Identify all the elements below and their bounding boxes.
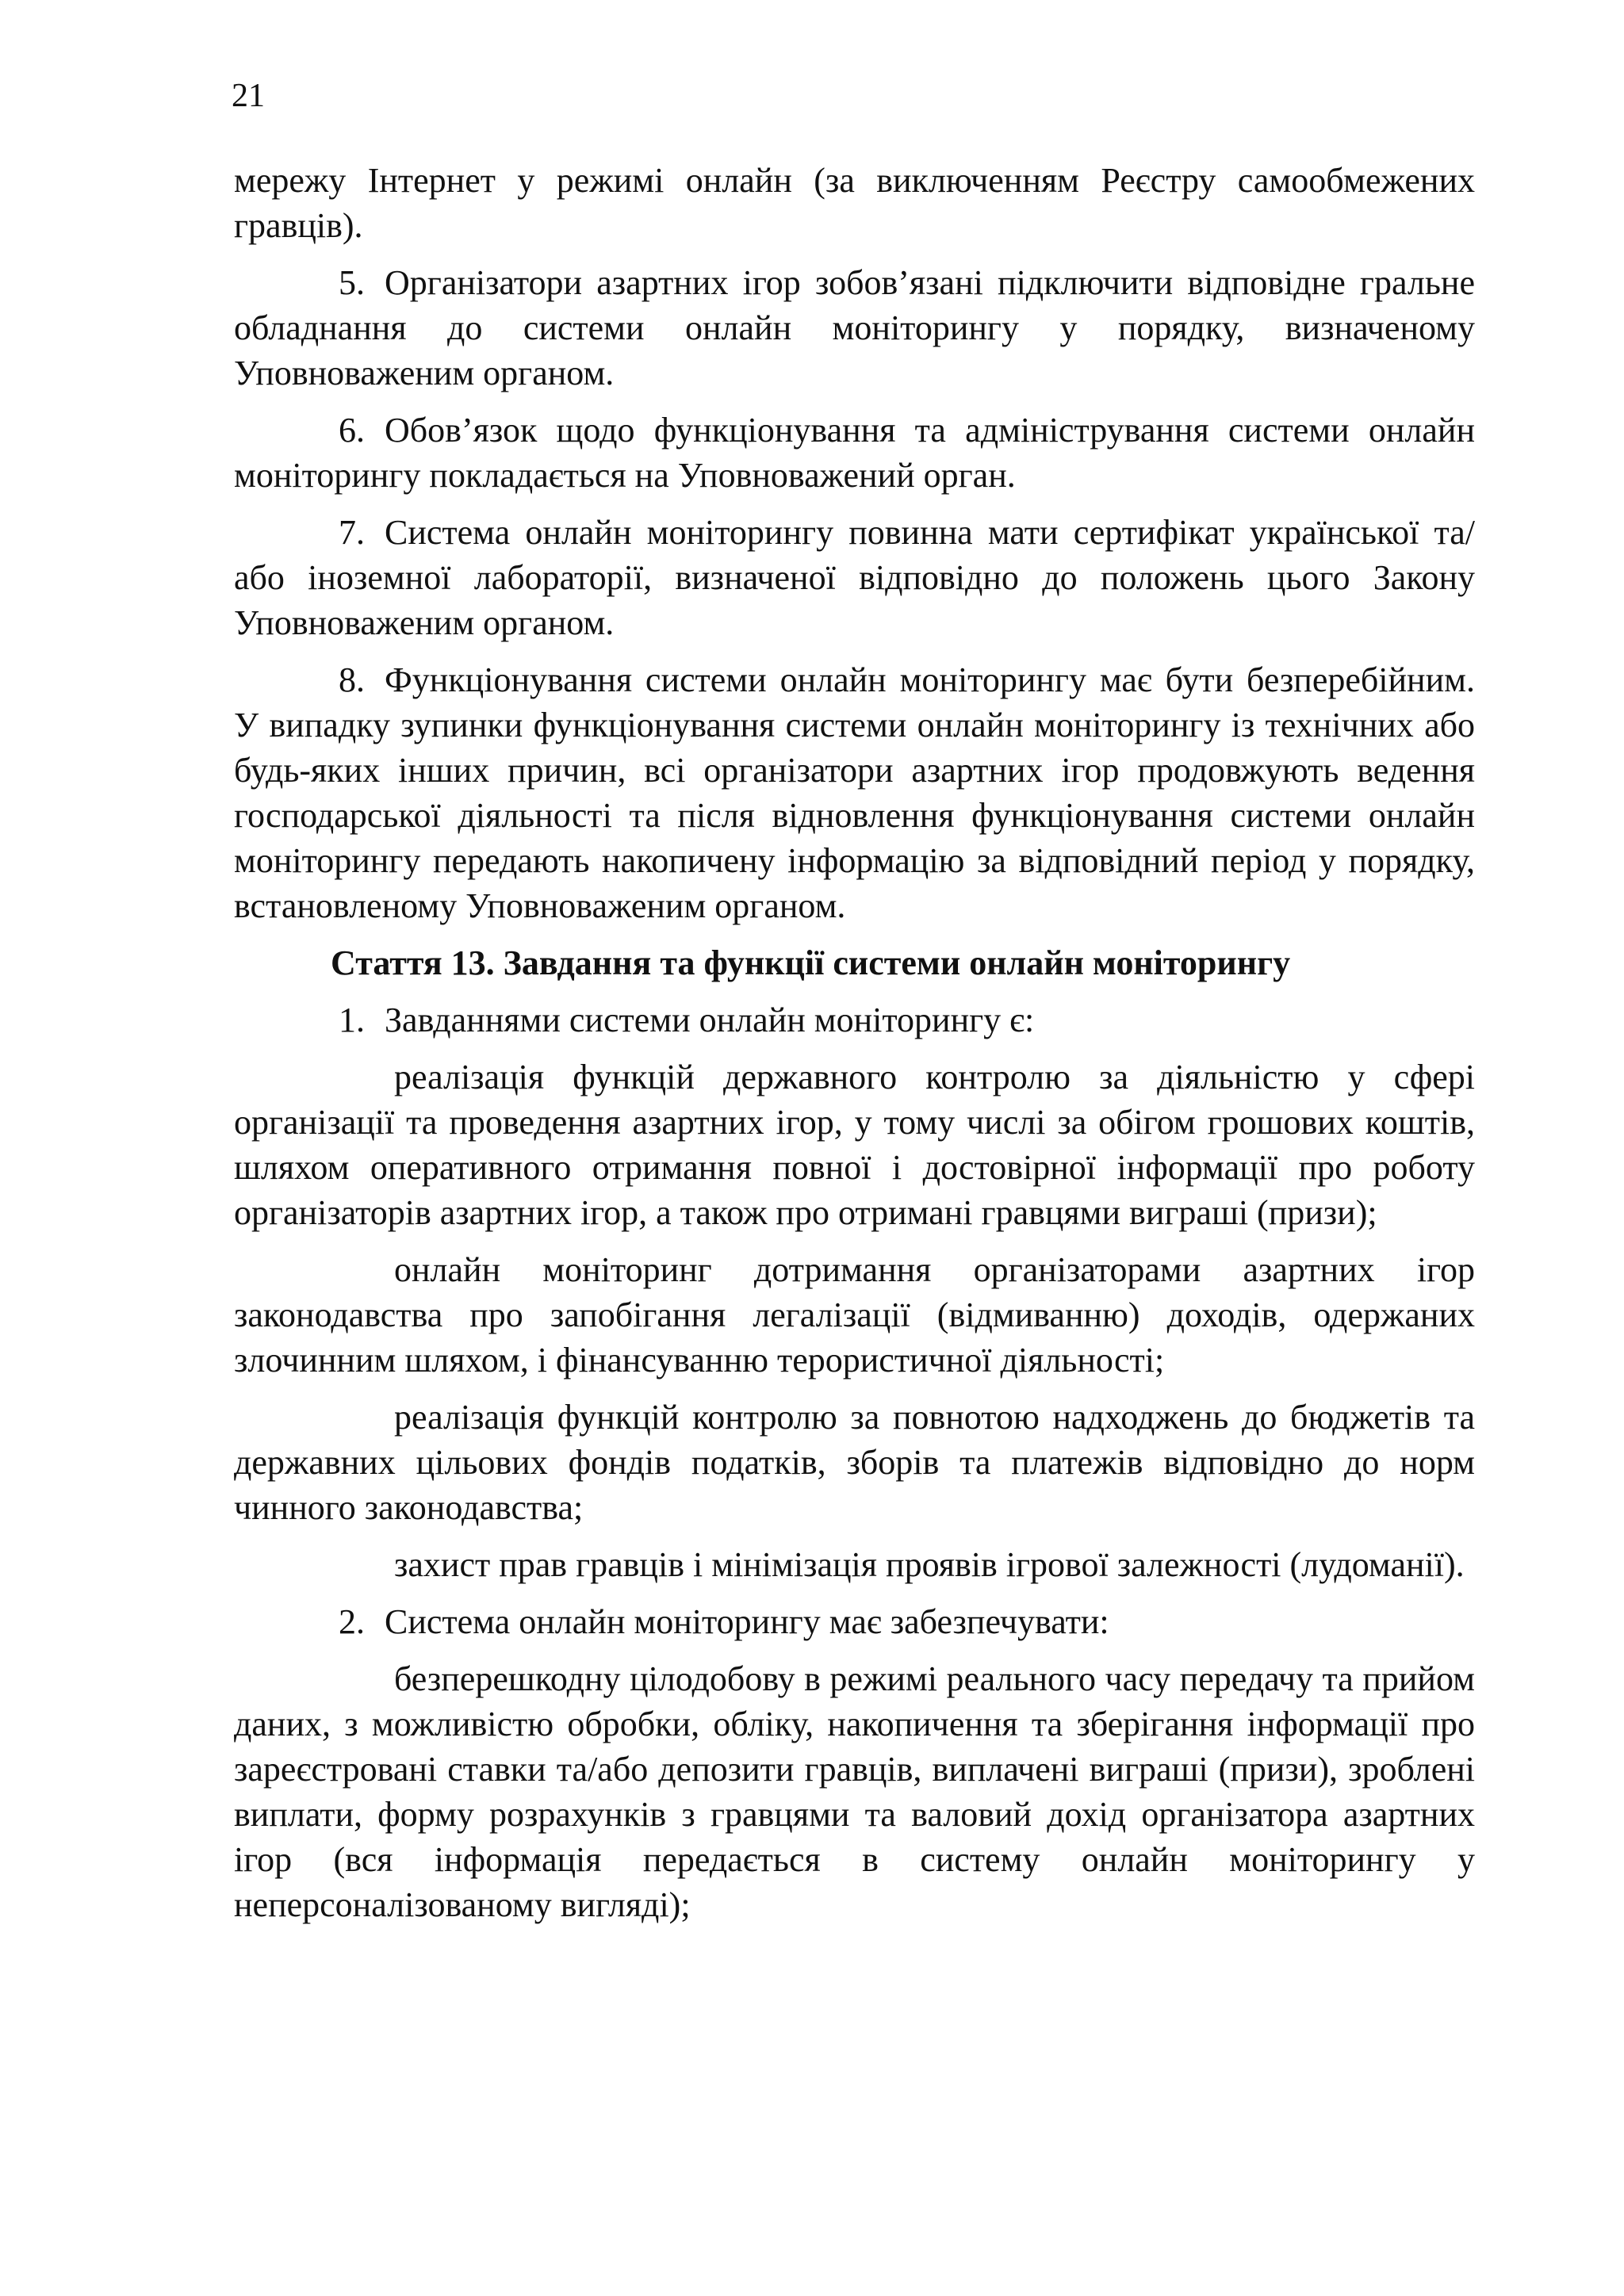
document-body	[234, 158, 1475, 1939]
paragraph-text: онлайн моніторинг дотримання організаторами азартних ігор законодавства про запобігання легалізації (відмиванню) доходів, одержаних злочинним шляхом, і фінансуванню терористичної діяльності;	[234, 1250, 1475, 1380]
paragraph-item-6	[234, 408, 1475, 498]
paragraph-continuation	[234, 158, 1475, 248]
paragraph-item-8	[234, 657, 1475, 928]
item-number: 2.	[339, 1602, 365, 1641]
article-heading: Стаття 13. Завдання та функції системи онлайн моніторингу	[331, 943, 1291, 982]
paragraph-text: мережу Інтернет у режимі онлайн (за виключенням Реєстру самообмежених гравців).	[234, 161, 1475, 245]
paragraph-text: Обов’язок щодо функціонування та адміністрування системи онлайн моніторингу покладається на Уповноважений орган.	[234, 411, 1475, 495]
item-number: 7.	[339, 513, 365, 552]
item-number: 1.	[339, 1001, 365, 1039]
paragraph-item-1	[234, 997, 1475, 1043]
paragraph-text: Організатори азартних ігор зобов’язані підключити відповідне гральне обладнання до системи онлайн моніторингу у порядку, визначеному Уповноваженим органом.	[234, 263, 1475, 392]
item-number: 6.	[339, 411, 365, 450]
paragraph-item-7	[234, 510, 1475, 645]
paragraph-text: реалізація функцій державного контролю за діяльністю у сфері організації та проведення азартних ігор, у тому числі за обігом грошових коштів, шляхом оперативного отримання повної і достовірної інформації про роботу організаторів азартних ігор, а також про отримані гравцями виграші (призи);	[234, 1058, 1475, 1232]
paragraph-text: захист прав гравців і мінімізація проявів ігрової залежності (лудоманії).	[394, 1545, 1465, 1584]
paragraph-text: реалізація функцій контролю за повнотою надходжень до бюджетів та державних цільових фондів податків, зборів та платежів відповідно до норм чинного законодавства;	[234, 1398, 1475, 1527]
paragraph-text: Система онлайн моніторингу повинна мати сертифікат української та/або іноземної лабораторії, визначеної відповідно до положень цього Закону Уповноваженим органом.	[234, 513, 1475, 642]
list-item	[234, 1054, 1475, 1235]
paragraph-text: безперешкодну цілодобову в режимі реального часу передачу та прийом даних, з можливістю обробки, обліку, накопичення та зберігання інформації про зареєстровані ставки та/або депозити гравців, виплачені виграші (призи), зроблені виплати, форму розрахунків з гравцями та валовий дохід організатора азартних ігор (вся інформація передається в систему онлайн моніторингу у неперсоналізованому вигляді);	[234, 1659, 1475, 1924]
list-item	[234, 1656, 1475, 1927]
list-item	[234, 1395, 1475, 1530]
paragraph-item-5	[234, 260, 1475, 396]
paragraph-text: Функціонування системи онлайн моніторингу має бути безперебійним. У випадку зупинки функціонування системи онлайн моніторингу із технічних або будь-яких інших причин, всі організатори азартних ігор продовжують ведення господарської діяльності та після відновлення функціонування системи онлайн моніторингу передають накопичену інформацію за відповідний період у порядку, встановленому Уповноваженим органом.	[234, 660, 1475, 925]
item-number: 5.	[339, 263, 365, 302]
list-item	[234, 1542, 1475, 1587]
list-item	[234, 1247, 1475, 1383]
paragraph-item-2	[234, 1599, 1475, 1644]
item-number: 8.	[339, 660, 365, 699]
paragraph-text: Завданнями системи онлайн моніторингу є:	[385, 1001, 1035, 1039]
paragraph-text: Система онлайн моніторингу має забезпечувати:	[385, 1602, 1109, 1641]
page-number: 21	[232, 78, 265, 114]
